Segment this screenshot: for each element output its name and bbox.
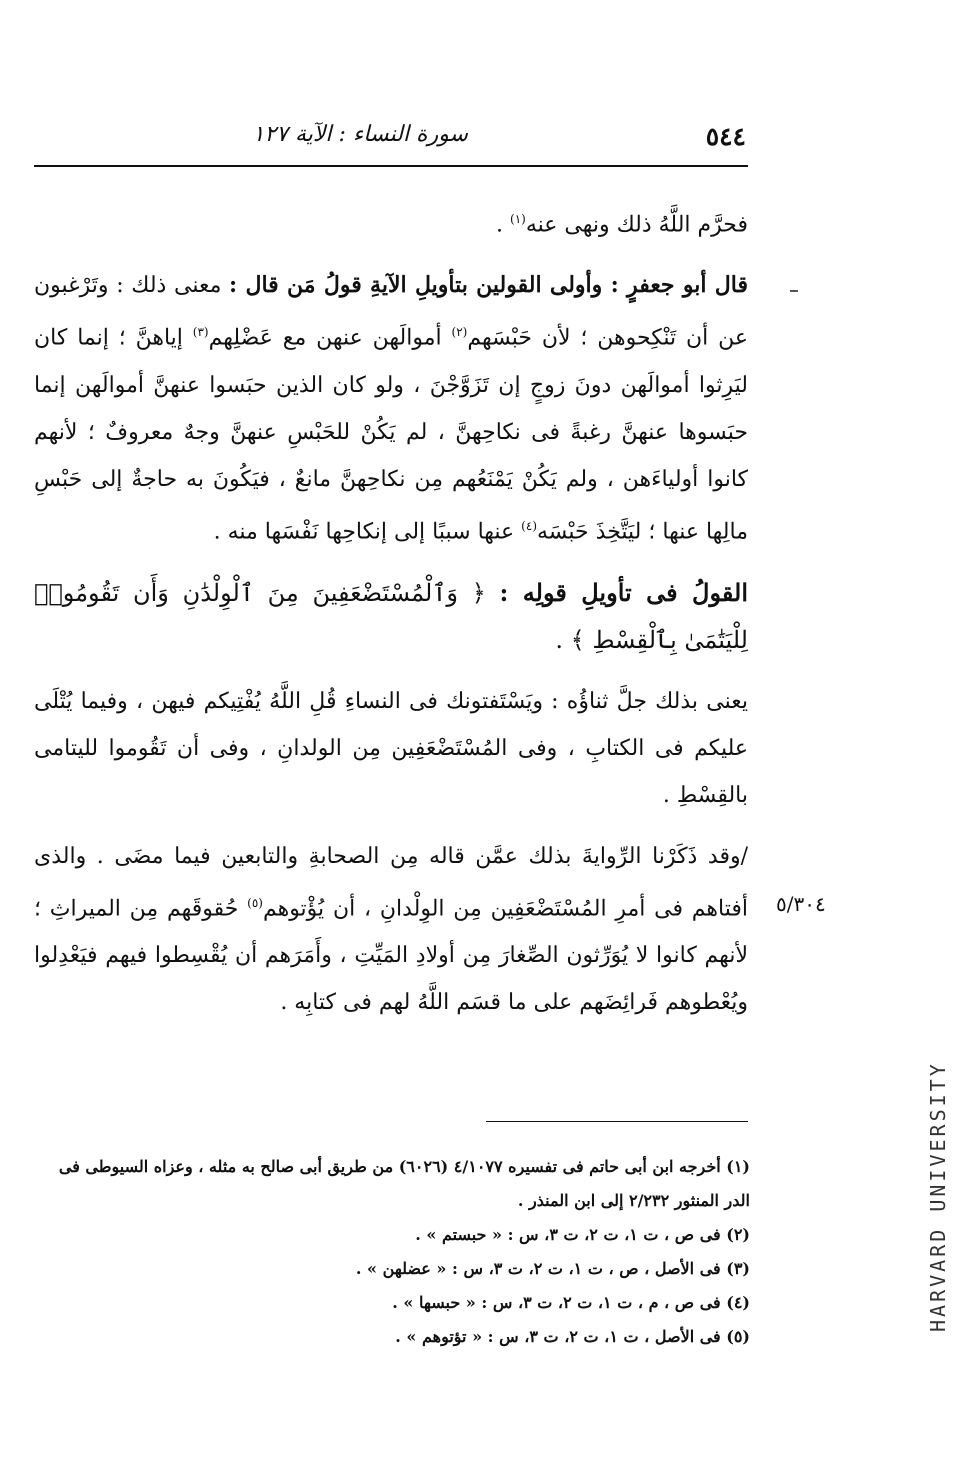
- paragraph-1: فحرَّم اللَّهُ ذلك ونهى عنه$^{(١)}$ .: [496, 212, 748, 238]
- paragraph-5: /وقد ذَكَرْنا الرِّوايةَ بذلك عمَّن قاله مِن الصحابةِ والتابعين فيما مضَى . والذى أفتاهم فى أمرِ المُسْتَضْعَفِين مِن الوِلْدانِ ، أن يُؤْتوهم$^{(٥)}$ حُقوقَهم مِن الميراثِ ؛ لأنهم كانوا لا يُوَرِّثون الصِّغارَ مِن أولادِ المَيِّتِ ، وأَمَرَهم أن يُقْسِطوا فيهم فيَعْدِلوا ويُعْطوهم فَرائِضَهم على ما قسَم اللَّهُ لهم فى كتابِه .: [34, 843, 749, 1016]
- footnote-1: (١) أخرجه ابن أبى حاتم فى تفسيره ٤/١٠٧٧ (٦٠٢٦) من طريق أبى صالح به مثله ، وعزاه السيوطى فى الدر المنثور ٢/٢٣٢ إلى ابن المنذر .: [58, 1157, 750, 1210]
- footnote-ref-2: (٢): [451, 325, 468, 340]
- stray-mark: [790, 290, 798, 292]
- quran-verse: ﴿ وَٱلْمُسْتَضْعَفِينَ مِنَ ٱلْوِلْدَٰنِ وَأَن تَقُومُوا۟ لِلْيَتَٰمَىٰ بِٱلْقِسْطِ ﴾ .: [34, 578, 748, 654]
- running-head: سورة النساء : الآية ١٢٧: [252, 122, 468, 147]
- footnote-ref-3: (٣): [192, 325, 209, 340]
- main-text: [34, 196, 748, 1026]
- footnote-4: (٤) فى ص ، م ، ت ١، ت ٢، ت ٣، س : « حبسها » .: [392, 1293, 750, 1312]
- paragraph-3-heading: [34, 569, 748, 664]
- page-number: ٥٤٤: [705, 122, 746, 151]
- library-watermark: HARVARD UNIVERSITY: [926, 1061, 950, 1332]
- footnote-2: (٢) فى ص ، ت ١، ت ٢، ت ٣، س : « حبستم » .: [415, 1225, 750, 1244]
- footnote-rule: [486, 1121, 748, 1122]
- footnote-3: (٣) فى الأصل ، ص ، ت ١، ت ٢، ت ٣، س : « عضلهن » .: [355, 1259, 750, 1278]
- footnote-5: (٥) فى الأصل ، ت ١، ت ٢، ت ٣، س : « تؤتوهم » .: [395, 1327, 750, 1346]
- footnote-ref-4: (٤): [521, 518, 537, 533]
- footnote-ref-1: (١): [510, 212, 526, 226]
- page-header: [34, 110, 748, 166]
- margin-reference: ٥/٣٠٤: [776, 892, 826, 916]
- paragraph-4: يعنى بذلك جلَّ ثناؤُه : ويَسْتَفتونك فى النساءِ قُلِ اللَّهُ يُفْتِيكم فيهن ، وفيما يُتْلَى عليكم فى الكتابِ ، وفى المُسْتَضْعَفِين مِن الولدانِ ، وفى أن تَقُوموا لليتامى بالقِسْطِ .: [34, 688, 748, 808]
- footnotes: [34, 1150, 750, 1354]
- footnote-ref-5: (٥): [247, 895, 263, 910]
- paragraph-2: قال أبو جعفرٍ : وأولى القولين بتأويلِ الآيةِ قولُ مَن قال : معنى ذلك : وتَرْغبون عن أن تَنْكِحوهن ؛ لأن حَبْسَهم$^{(٢)}$ أموالَهن عنهن مع عَضْلِهم$^{(٣)}$ إياهنَّ ؛ إنما كان ليَرِثوا أموالَهن دونَ زوجٍ إن تَزَوَّجْنَ ، ولو كان الذين حبَسوا عنهنَّ أموالَهن إنما حبَسوها عنهنَّ رغبةً فى نكاحِهنَّ ، لم يَكُنْ للحَبْسِ عنهنَّ وجهٌ معروفٌ ؛ لأنهم كانوا أولياءَهن ، ولم يَكُنْ يَمْنَعُهم مِن نكاحِهنَّ مانعٌ ، فيَكُونَ به حاجةٌ إلى حَبْسِ مالِها عنها ؛ ليَتَّخِذَ حَبْسَه$^{(٤)}$ عنها سببًا إلى إنكاحِها نَفْسَها منه .: [34, 272, 749, 544]
- header-rule: [34, 165, 748, 167]
- paragraph-2-lead: قال أبو جعفرٍ : وأولى القولين بتأويلِ الآيةِ قولُ مَن قال :: [229, 272, 748, 299]
- paragraph-3-lead: القولُ فى تأويلِ قولِه :: [499, 577, 749, 607]
